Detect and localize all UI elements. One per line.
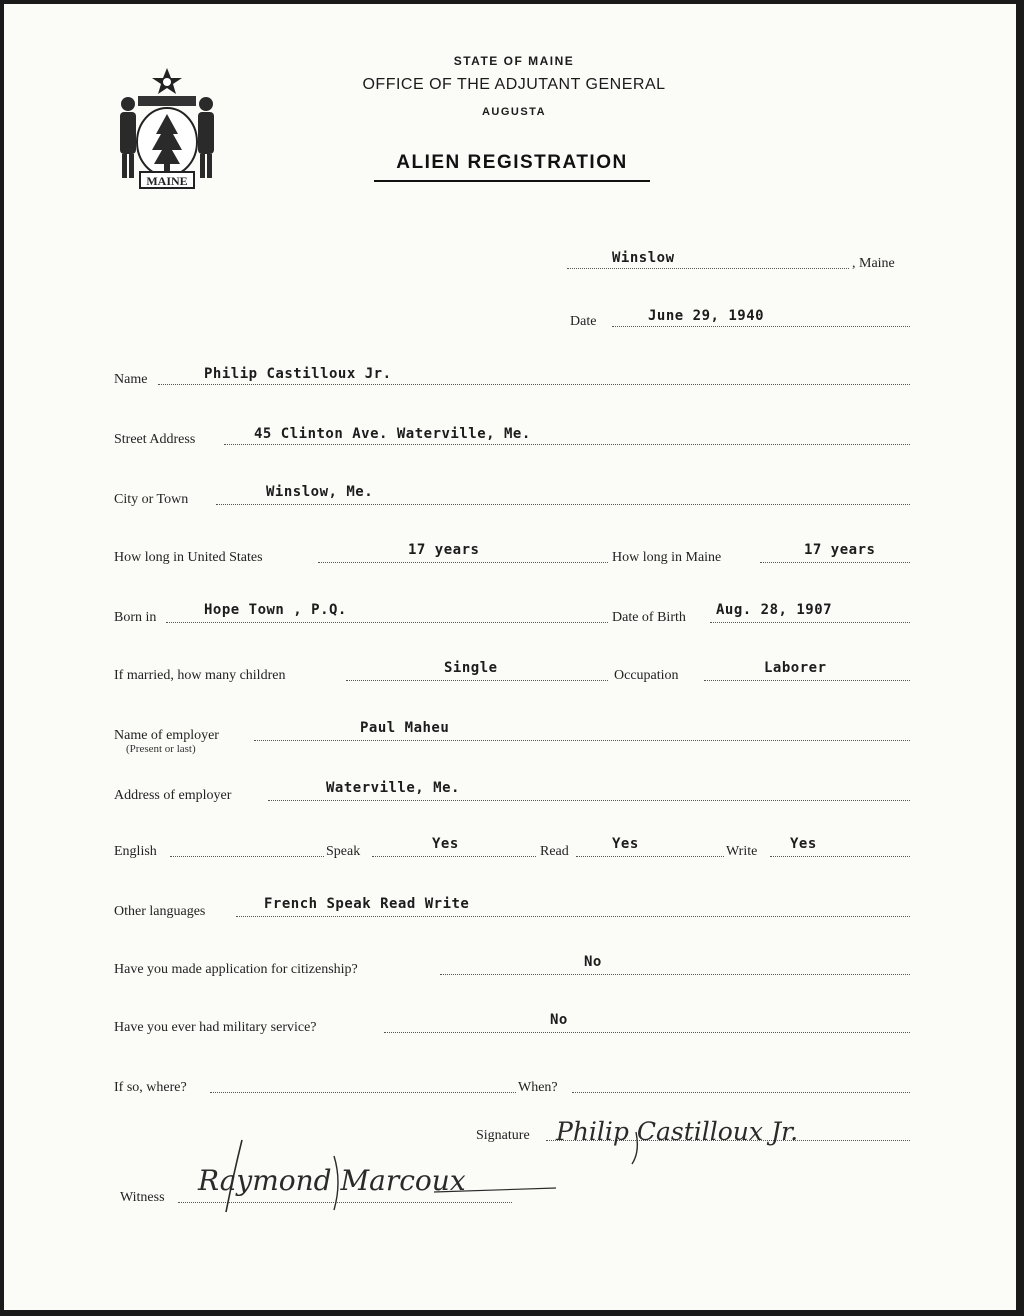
city-town-label: City or Town <box>114 492 189 507</box>
how-long-us-label: How long in United States <box>114 550 263 565</box>
how-long-us-line <box>318 562 608 563</box>
employer-sublabel: (Present or last) <box>126 743 196 755</box>
office-heading: OFFICE OF THE ADJUTANT GENERAL <box>362 76 666 93</box>
city-heading: AUGUSTA <box>481 106 547 118</box>
english-read-label: Read <box>540 844 569 859</box>
when-label: When? <box>518 1080 558 1095</box>
english-write-label: Write <box>726 844 758 859</box>
when-line <box>572 1092 910 1093</box>
witness-label: Witness <box>120 1190 165 1205</box>
english-speak-value: Yes <box>432 836 459 852</box>
occupation-line <box>704 680 910 681</box>
how-long-maine-line <box>760 562 910 563</box>
children-value: Single <box>444 660 498 676</box>
where-line <box>210 1092 516 1093</box>
maine-label: , Maine <box>852 256 895 271</box>
witness-handwriting <box>184 1132 564 1216</box>
how-long-maine-value: 17 years <box>804 542 876 558</box>
city-town-line <box>216 504 910 505</box>
state-seal-icon <box>108 64 226 194</box>
street-address-value: 45 Clinton Ave. Waterville, Me. <box>254 426 531 442</box>
english-speak-line <box>372 856 536 857</box>
military-value: No <box>550 1012 568 1028</box>
employer-address-value: Waterville, Me. <box>326 780 460 796</box>
employer-label: Name of employer <box>114 728 219 743</box>
svg-text:Philip Castilloux Jr.: Philip Castilloux Jr. <box>556 1117 799 1146</box>
street-address-label: Street Address <box>114 432 196 447</box>
name-label: Name <box>114 372 148 387</box>
form-sheet <box>4 4 1016 1310</box>
svg-text:Raymond Marcoux: Raymond Marcoux <box>198 1164 466 1197</box>
military-label: Have you ever had military service? <box>114 1020 317 1035</box>
citizenship-line <box>440 974 910 975</box>
form-title: ALIEN REGISTRATION <box>374 152 650 182</box>
english-write-line <box>770 856 910 857</box>
where-label: If so, where? <box>114 1080 187 1095</box>
born-in-label: Born in <box>114 610 157 625</box>
born-in-value: Hope Town , P.Q. <box>204 602 347 618</box>
how-long-maine-label: How long in Maine <box>612 550 722 565</box>
other-languages-value: French Speak Read Write <box>264 896 470 912</box>
employer-value: Paul Maheu <box>360 720 450 736</box>
other-languages-line <box>236 916 910 917</box>
date-of-birth-line <box>710 622 910 623</box>
employer-address-line <box>268 800 910 801</box>
military-line <box>384 1032 910 1033</box>
date-of-birth-label: Date of Birth <box>612 610 686 625</box>
name-line <box>158 384 910 385</box>
english-line <box>170 856 324 857</box>
other-languages-label: Other languages <box>114 904 206 919</box>
street-address-line <box>224 444 910 445</box>
born-in-line <box>166 622 608 623</box>
signature-label: Signature <box>476 1128 530 1143</box>
town-line <box>567 268 849 269</box>
city-town-value: Winslow, Me. <box>266 484 374 500</box>
date-value: June 29, 1940 <box>648 308 765 324</box>
date-line <box>612 326 910 327</box>
name-value: Philip Castilloux Jr. <box>204 366 392 382</box>
children-label: If married, how many children <box>114 668 286 683</box>
date-label: Date <box>570 314 597 329</box>
employer-line <box>254 740 910 741</box>
signature-handwriting <box>552 1104 882 1166</box>
english-write-value: Yes <box>790 836 817 852</box>
citizenship-label: Have you made application for citizenship? <box>114 962 358 977</box>
date-of-birth-value: Aug. 28, 1907 <box>716 602 833 618</box>
occupation-value: Laborer <box>764 660 827 676</box>
english-read-value: Yes <box>612 836 639 852</box>
english-speak-label: Speak <box>326 844 361 859</box>
children-line <box>346 680 608 681</box>
town-value: Winslow <box>612 250 675 266</box>
how-long-us-value: 17 years <box>408 542 480 558</box>
employer-address-label: Address of employer <box>114 788 232 803</box>
english-read-line <box>576 856 724 857</box>
state-heading: STATE OF MAINE <box>453 54 575 68</box>
occupation-label: Occupation <box>614 668 679 683</box>
english-label: English <box>114 844 157 859</box>
seal-banner-text: MAINE <box>146 174 188 188</box>
citizenship-value: No <box>584 954 602 970</box>
